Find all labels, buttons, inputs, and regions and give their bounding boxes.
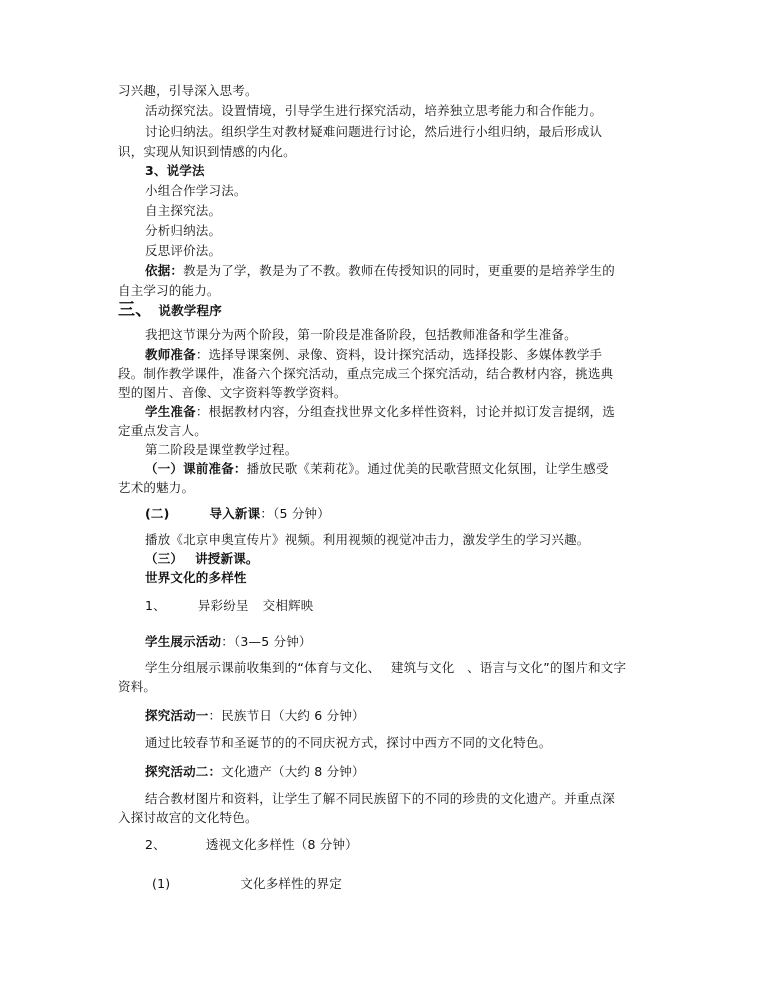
paragraph-line: 段。制作教学课件，准备六个探究活动，重点完成三个探究活动，结合教材内容，挑选典	[118, 366, 614, 381]
list-item: 分析归纳法。	[145, 223, 222, 238]
line-text: ：根据教材内容，分组查找世界文化多样性资料，讨论并拟订发言提纲，选	[195, 404, 615, 419]
section-number: 三、	[118, 300, 153, 320]
topic-item	[145, 837, 358, 853]
line-text: ：民族节日（大约 6 分钟）	[208, 708, 365, 723]
item-text: 透视文化多样性（8 分钟）	[205, 837, 358, 852]
line-text: ：（5 分钟）	[260, 506, 330, 521]
paragraph-line: 入探讨故宫的文化特色。	[118, 810, 258, 825]
paragraph-line: 播放《北京申奥宣传片》视频。利用视频的视觉冲击力，激发学生的学习兴趣。	[145, 532, 590, 547]
list-item: 小组合作学习法。	[145, 183, 247, 198]
subsection-label: 导入新课	[209, 506, 261, 521]
label-pre-class: （一）课前准备：	[145, 461, 247, 476]
section-heading-3	[118, 300, 222, 321]
section-title: 说教学程序	[158, 303, 222, 318]
paragraph-line	[145, 461, 609, 477]
paragraph-line: 型的图片、音像、文字资料等教学资料。	[118, 385, 347, 400]
line-text: ：（3—5 分钟）	[221, 634, 312, 649]
list-item: 自主探究法。	[145, 203, 222, 218]
paragraph-line: 我把这节课分为两个阶段，第一阶段是准备阶段，包括教师准备和学生准备。	[145, 327, 577, 342]
line-text: ：选择导课案例、录像、资料，设计探究活动，选择投影、多媒体教学手	[195, 347, 603, 362]
topic-heading: 世界文化的多样性	[145, 570, 247, 585]
label-teacher-prep: 教师准备	[145, 347, 196, 362]
activity-heading	[145, 764, 365, 780]
paragraph-line: 习兴趣，引导深入思考。	[118, 83, 258, 98]
paragraph-line	[145, 347, 602, 363]
item-text: 异彩纷呈	[197, 598, 249, 613]
activity-label: 学生展示活动	[145, 634, 222, 649]
activity-label: 探究活动二：	[145, 764, 222, 779]
item-number: (1)	[152, 876, 171, 891]
subsection-number: （三）	[145, 551, 184, 566]
paragraph-line: 讨论归纳法。组织学生对教材疑难问题进行讨论，然后进行小组归纳，最后形成认	[145, 124, 603, 139]
paragraph-line: 第二阶段是课堂教学过程。	[145, 442, 298, 457]
paragraph-line: 活动探究法。设置情境，引导学生进行探究活动，培养独立思考能力和合作能力。	[145, 103, 603, 118]
item-text: 交相辉映	[262, 598, 314, 613]
subsection-number: (二)	[145, 506, 170, 521]
activity-heading	[145, 634, 312, 650]
paragraph-line: 结合教材图片和资料，让学生了解不同民族留下的不同的珍贵的文化遗产。并重点深	[145, 791, 615, 806]
item-number: 2、	[145, 837, 166, 852]
label-student-prep: 学生准备	[145, 404, 196, 419]
item-text: 文化多样性的界定	[240, 876, 342, 891]
section-heading: 3、说学法	[145, 163, 205, 178]
line-text: 文化遗产（大约 8 分钟）	[221, 764, 365, 779]
paragraph-line: 定重点发言人。	[118, 423, 207, 438]
subsection-label: 讲授新课。	[195, 551, 259, 566]
paragraph-line: 资料。	[118, 679, 157, 694]
line-text: 教是为了学，教是为了不教。教师在传授知识的同时，更重要的是培养学生的	[183, 263, 615, 278]
subsection-heading	[145, 506, 330, 522]
activity-label: 探究活动一	[145, 708, 209, 723]
paragraph-line: 识，实现从知识到情感的内化。	[118, 144, 296, 159]
paragraph-line: 艺术的魅力。	[118, 480, 195, 495]
subsection-heading	[145, 551, 259, 567]
paragraph-line	[145, 263, 615, 279]
paragraph-line: 自主学习的能力。	[118, 283, 220, 298]
paragraph-line: 通过比较春节和圣诞节的的不同庆祝方式，探讨中西方不同的文化特色。	[145, 735, 552, 750]
label-basis: 依据：	[145, 263, 184, 278]
paragraph-line: 学生分组展示课前收集到的“体育与文化、 建筑与文化 、语言与文化”的图片和文字	[145, 660, 627, 675]
paragraph-line	[145, 404, 615, 420]
topic-item	[145, 598, 313, 614]
topic-subitem	[152, 876, 342, 892]
list-item: 反思评价法。	[145, 243, 222, 258]
line-text: 播放民歌《茉莉花》。通过优美的民歌营照文化氛围，让学生感受	[246, 461, 609, 476]
item-number: 1、	[145, 598, 166, 613]
activity-heading	[145, 708, 365, 724]
